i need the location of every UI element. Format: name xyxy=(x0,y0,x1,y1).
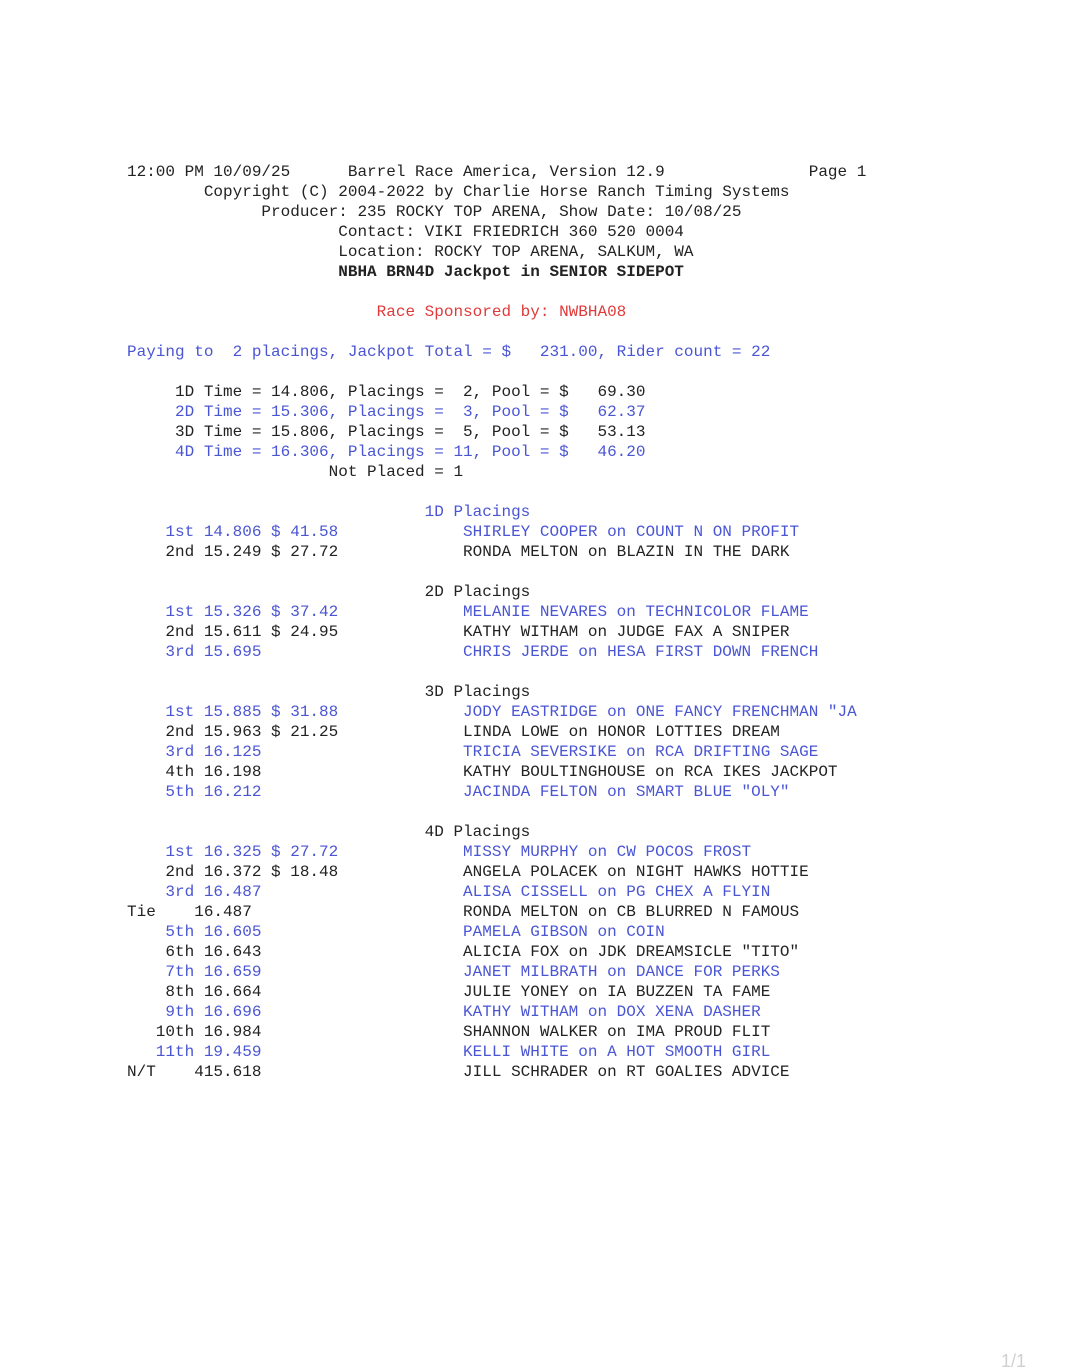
division-summary-row: 1D Time = 14.806, Placings = 2, Pool = $ 69.30 xyxy=(127,383,646,401)
placing-row: 5th 16.212 JACINDA FELTON on SMART BLUE "OLY" xyxy=(127,783,790,801)
producer-line: Producer: 235 ROCKY TOP ARENA, Show Date: 10/08/25 xyxy=(127,203,742,221)
sponsor-line: Race Sponsored by: NWBHA08 xyxy=(127,303,627,321)
copyright-line: Copyright (C) 2004-2022 by Charlie Horse Ranch Timing Systems xyxy=(127,183,790,201)
placing-row: 2nd 16.372 $ 18.48 ANGELA POLACEK on NIGHT HAWKS HOTTIE xyxy=(127,863,809,881)
placing-row: 2nd 15.249 $ 27.72 RONDA MELTON on BLAZIN IN THE DARK xyxy=(127,543,790,561)
contact-line: Contact: VIKI FRIEDRICH 360 520 0004 xyxy=(127,223,684,241)
placing-row: 9th 16.696 KATHY WITHAM on DOX XENA DASHER xyxy=(127,1003,761,1021)
placings-heading: 3D Placings xyxy=(127,683,531,701)
division-summary-row: 2D Time = 15.306, Placings = 3, Pool = $ 62.37 xyxy=(127,403,646,421)
placing-row: 4th 16.198 KATHY BOULTINGHOUSE on RCA IKES JACKPOT xyxy=(127,763,838,781)
placing-row: Tie 16.487 RONDA MELTON on CB BLURRED N FAMOUS xyxy=(127,903,800,921)
placing-row: 2nd 15.963 $ 21.25 LINDA LOWE on HONOR LOTTIES DREAM xyxy=(127,723,780,741)
placing-row: 3rd 16.487 ALISA CISSELL on PG CHEX A FLYIN xyxy=(127,883,771,901)
division-summary-row: 3D Time = 15.806, Placings = 5, Pool = $ 53.13 xyxy=(127,423,646,441)
placing-row: 1st 16.325 $ 27.72 MISSY MURPHY on CW POCOS FROST xyxy=(127,843,752,861)
placing-row: 7th 16.659 JANET MILBRATH on DANCE FOR PERKS xyxy=(127,963,780,981)
placing-row: 11th 19.459 KELLI WHITE on A HOT SMOOTH GIRL xyxy=(127,1043,771,1061)
not-placed-line: Not Placed = 1 xyxy=(127,463,464,481)
placings-heading: 4D Placings xyxy=(127,823,531,841)
placing-row: 3rd 15.695 CHRIS JERDE on HESA FIRST DOWN FRENCH xyxy=(127,643,819,661)
placing-row: N/T 415.618 JILL SCHRADER on RT GOALIES ADVICE xyxy=(127,1063,790,1081)
race-results-report xyxy=(127,162,866,1082)
placing-row: 1st 15.885 $ 31.88 JODY EASTRIDGE on ONE FANCY FRENCHMAN "JA xyxy=(127,703,857,721)
placing-row: 10th 16.984 SHANNON WALKER on IMA PROUD FLIT xyxy=(127,1023,771,1041)
placing-row: 5th 16.605 PAMELA GIBSON on COIN xyxy=(127,923,665,941)
placing-row: 1st 14.806 $ 41.58 SHIRLEY COOPER on COUNT N ON PROFIT xyxy=(127,523,800,541)
placings-heading: 1D Placings xyxy=(127,503,531,521)
placing-row: 2nd 15.611 $ 24.95 KATHY WITHAM on JUDGE FAX A SNIPER xyxy=(127,623,790,641)
placing-row: 3rd 16.125 TRICIA SEVERSIKE on RCA DRIFTING SAGE xyxy=(127,743,819,761)
placing-row: 1st 15.326 $ 37.42 MELANIE NEVARES on TECHNICOLOR FLAME xyxy=(127,603,809,621)
division-summary-row: 4D Time = 16.306, Placings = 11, Pool = $ 46.20 xyxy=(127,443,646,461)
report-header-line: 12:00 PM 10/09/25 Barrel Race America, Version 12.9 Page 1 xyxy=(127,163,867,181)
placing-row: 6th 16.643 ALICIA FOX on JDK DREAMSICLE "TITO" xyxy=(127,943,800,961)
paying-summary: Paying to 2 placings, Jackpot Total = $ 231.00, Rider count = 22 xyxy=(127,343,771,361)
placings-heading: 2D Placings xyxy=(127,583,531,601)
event-title: NBHA BRN4D Jackpot in SENIOR SIDEPOT xyxy=(127,263,684,281)
placing-row: 8th 16.664 JULIE YONEY on IA BUZZEN TA FAME xyxy=(127,983,771,1001)
location-line: Location: ROCKY TOP ARENA, SALKUM, WA xyxy=(127,243,694,261)
page-counter: 1/1 xyxy=(1000,1351,1026,1371)
